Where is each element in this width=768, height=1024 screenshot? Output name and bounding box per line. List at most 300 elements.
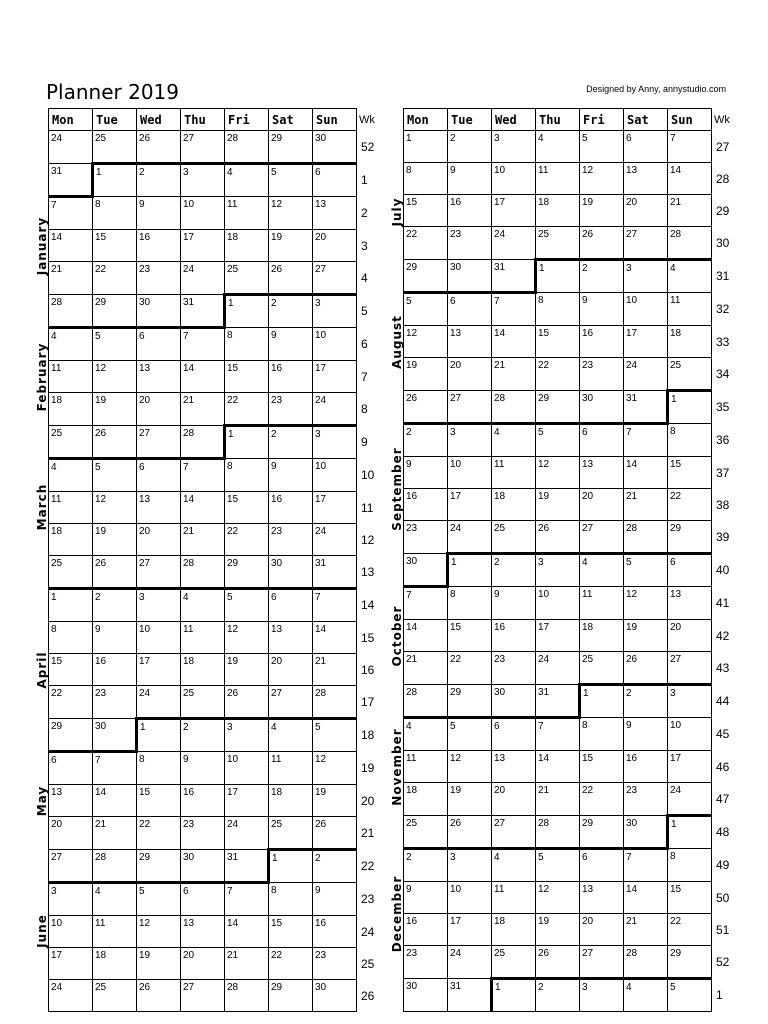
day-cell[interactable]: 19 bbox=[269, 230, 313, 262]
day-cell[interactable]: 16 bbox=[269, 492, 313, 524]
day-cell[interactable]: 15 bbox=[225, 361, 269, 393]
day-cell[interactable]: 19 bbox=[313, 785, 357, 817]
day-cell[interactable]: 13 bbox=[580, 882, 624, 914]
day-cell[interactable]: 16 bbox=[580, 326, 624, 358]
day-cell[interactable]: 31 bbox=[492, 260, 536, 293]
day-cell[interactable]: 12 bbox=[404, 326, 448, 358]
day-cell[interactable]: 21 bbox=[225, 948, 269, 980]
day-cell[interactable]: 11 bbox=[269, 752, 313, 785]
day-cell[interactable]: 12 bbox=[448, 751, 492, 783]
day-cell[interactable]: 2 bbox=[448, 131, 492, 163]
day-cell[interactable]: 2 bbox=[536, 979, 580, 1012]
day-cell[interactable]: 16 bbox=[93, 654, 137, 686]
day-cell[interactable]: 17 bbox=[181, 230, 225, 262]
day-cell[interactable]: 20 bbox=[580, 489, 624, 521]
day-cell[interactable]: 4 bbox=[668, 260, 712, 293]
day-cell[interactable]: 12 bbox=[93, 361, 137, 393]
day-cell[interactable]: 31 bbox=[313, 556, 357, 589]
day-cell[interactable]: 26 bbox=[404, 391, 448, 424]
day-cell[interactable]: 13 bbox=[624, 163, 668, 195]
day-cell[interactable]: 20 bbox=[580, 914, 624, 946]
day-cell[interactable]: 8 bbox=[225, 328, 269, 361]
day-cell[interactable]: 23 bbox=[93, 686, 137, 719]
day-cell[interactable]: 2 bbox=[404, 849, 448, 882]
day-cell[interactable]: 24 bbox=[313, 393, 357, 426]
day-cell[interactable]: 21 bbox=[313, 654, 357, 686]
day-cell[interactable]: 5 bbox=[668, 979, 712, 1012]
day-cell[interactable]: 6 bbox=[49, 752, 93, 785]
day-cell[interactable]: 21 bbox=[93, 817, 137, 850]
day-cell[interactable]: 30 bbox=[580, 391, 624, 424]
day-cell[interactable]: 22 bbox=[225, 393, 269, 426]
day-cell[interactable]: 9 bbox=[93, 622, 137, 654]
day-cell[interactable]: 25 bbox=[492, 521, 536, 554]
day-cell[interactable]: 30 bbox=[624, 816, 668, 849]
day-cell[interactable]: 24 bbox=[49, 980, 93, 1012]
day-cell[interactable]: 7 bbox=[624, 424, 668, 457]
day-cell[interactable]: 23 bbox=[624, 783, 668, 816]
day-cell[interactable]: 11 bbox=[181, 622, 225, 654]
day-cell[interactable]: 17 bbox=[49, 948, 93, 980]
day-cell[interactable]: 1 bbox=[668, 816, 712, 849]
day-cell[interactable]: 14 bbox=[624, 457, 668, 489]
day-cell[interactable]: 21 bbox=[404, 652, 448, 685]
day-cell[interactable]: 29 bbox=[668, 521, 712, 554]
day-cell[interactable]: 23 bbox=[313, 948, 357, 980]
day-cell[interactable]: 4 bbox=[181, 589, 225, 622]
day-cell[interactable]: 8 bbox=[404, 163, 448, 195]
day-cell[interactable]: 5 bbox=[448, 718, 492, 751]
day-cell[interactable]: 29 bbox=[404, 260, 448, 293]
day-cell[interactable]: 11 bbox=[492, 882, 536, 914]
day-cell[interactable]: 27 bbox=[624, 227, 668, 260]
day-cell[interactable]: 14 bbox=[93, 785, 137, 817]
day-cell[interactable]: 23 bbox=[580, 358, 624, 391]
day-cell[interactable]: 28 bbox=[313, 686, 357, 719]
day-cell[interactable]: 27 bbox=[137, 426, 181, 459]
day-cell[interactable]: 8 bbox=[668, 424, 712, 457]
day-cell[interactable]: 9 bbox=[181, 752, 225, 785]
day-cell[interactable]: 16 bbox=[313, 916, 357, 948]
day-cell[interactable]: 6 bbox=[181, 883, 225, 916]
day-cell[interactable]: 10 bbox=[137, 622, 181, 654]
day-cell[interactable]: 1 bbox=[93, 164, 137, 197]
day-cell[interactable]: 25 bbox=[269, 817, 313, 850]
day-cell[interactable]: 4 bbox=[404, 718, 448, 751]
day-cell[interactable]: 28 bbox=[181, 556, 225, 589]
day-cell[interactable]: 27 bbox=[313, 262, 357, 295]
day-cell[interactable]: 6 bbox=[137, 328, 181, 361]
day-cell[interactable]: 10 bbox=[536, 587, 580, 620]
day-cell[interactable]: 19 bbox=[137, 948, 181, 980]
day-cell[interactable]: 19 bbox=[536, 489, 580, 521]
day-cell[interactable]: 15 bbox=[269, 916, 313, 948]
day-cell[interactable]: 13 bbox=[313, 197, 357, 230]
day-cell[interactable]: 25 bbox=[580, 652, 624, 685]
day-cell[interactable]: 6 bbox=[668, 554, 712, 587]
day-cell[interactable]: 3 bbox=[225, 719, 269, 752]
day-cell[interactable]: 8 bbox=[225, 459, 269, 492]
day-cell[interactable]: 26 bbox=[137, 131, 181, 164]
day-cell[interactable]: 27 bbox=[269, 686, 313, 719]
day-cell[interactable]: 24 bbox=[137, 686, 181, 719]
day-cell[interactable]: 29 bbox=[536, 391, 580, 424]
day-cell[interactable]: 2 bbox=[313, 850, 357, 883]
day-cell[interactable]: 8 bbox=[668, 849, 712, 882]
day-cell[interactable]: 2 bbox=[404, 424, 448, 457]
day-cell[interactable]: 26 bbox=[313, 817, 357, 850]
day-cell[interactable]: 3 bbox=[448, 424, 492, 457]
day-cell[interactable]: 9 bbox=[448, 163, 492, 195]
day-cell[interactable]: 2 bbox=[93, 589, 137, 622]
day-cell[interactable]: 20 bbox=[668, 620, 712, 652]
day-cell[interactable]: 1 bbox=[225, 295, 269, 328]
day-cell[interactable]: 22 bbox=[137, 817, 181, 850]
day-cell[interactable]: 18 bbox=[404, 783, 448, 816]
day-cell[interactable]: 19 bbox=[225, 654, 269, 686]
day-cell[interactable]: 16 bbox=[269, 361, 313, 393]
day-cell[interactable]: 21 bbox=[49, 262, 93, 295]
day-cell[interactable]: 27 bbox=[492, 816, 536, 849]
day-cell[interactable]: 2 bbox=[492, 554, 536, 587]
day-cell[interactable]: 13 bbox=[137, 361, 181, 393]
day-cell[interactable]: 3 bbox=[624, 260, 668, 293]
day-cell[interactable]: 3 bbox=[580, 979, 624, 1012]
day-cell[interactable]: 7 bbox=[492, 293, 536, 326]
day-cell[interactable]: 2 bbox=[624, 685, 668, 718]
day-cell[interactable]: 18 bbox=[269, 785, 313, 817]
day-cell[interactable]: 7 bbox=[93, 752, 137, 785]
day-cell[interactable]: 15 bbox=[668, 882, 712, 914]
day-cell[interactable]: 4 bbox=[580, 554, 624, 587]
day-cell[interactable]: 29 bbox=[580, 816, 624, 849]
day-cell[interactable]: 22 bbox=[580, 783, 624, 816]
day-cell[interactable]: 12 bbox=[225, 622, 269, 654]
day-cell[interactable]: 31 bbox=[225, 850, 269, 883]
day-cell[interactable]: 6 bbox=[580, 849, 624, 882]
day-cell[interactable]: 6 bbox=[313, 164, 357, 197]
day-cell[interactable]: 21 bbox=[181, 393, 225, 426]
day-cell[interactable]: 21 bbox=[536, 783, 580, 816]
day-cell[interactable]: 26 bbox=[93, 556, 137, 589]
day-cell[interactable]: 15 bbox=[137, 785, 181, 817]
day-cell[interactable]: 7 bbox=[181, 328, 225, 361]
day-cell[interactable]: 26 bbox=[137, 980, 181, 1012]
day-cell[interactable]: 25 bbox=[93, 980, 137, 1012]
day-cell[interactable]: 1 bbox=[225, 426, 269, 459]
day-cell[interactable]: 13 bbox=[448, 326, 492, 358]
day-cell[interactable]: 19 bbox=[93, 393, 137, 426]
day-cell[interactable]: 28 bbox=[225, 131, 269, 164]
day-cell[interactable]: 3 bbox=[313, 295, 357, 328]
day-cell[interactable]: 11 bbox=[492, 457, 536, 489]
day-cell[interactable]: 20 bbox=[313, 230, 357, 262]
day-cell[interactable]: 23 bbox=[492, 652, 536, 685]
day-cell[interactable]: 9 bbox=[580, 293, 624, 326]
day-cell[interactable]: 25 bbox=[404, 816, 448, 849]
day-cell[interactable]: 25 bbox=[668, 358, 712, 391]
day-cell[interactable]: 5 bbox=[93, 459, 137, 492]
day-cell[interactable]: 27 bbox=[448, 391, 492, 424]
day-cell[interactable]: 15 bbox=[580, 751, 624, 783]
day-cell[interactable]: 4 bbox=[624, 979, 668, 1012]
day-cell[interactable]: 23 bbox=[181, 817, 225, 850]
day-cell[interactable]: 22 bbox=[49, 686, 93, 719]
day-cell[interactable]: 9 bbox=[269, 459, 313, 492]
day-cell[interactable]: 22 bbox=[93, 262, 137, 295]
day-cell[interactable]: 3 bbox=[49, 883, 93, 916]
day-cell[interactable]: 22 bbox=[668, 489, 712, 521]
day-cell[interactable]: 18 bbox=[492, 914, 536, 946]
day-cell[interactable]: 15 bbox=[404, 195, 448, 227]
day-cell[interactable]: 29 bbox=[269, 980, 313, 1012]
day-cell[interactable]: 19 bbox=[580, 195, 624, 227]
day-cell[interactable]: 7 bbox=[536, 718, 580, 751]
day-cell[interactable]: 30 bbox=[404, 554, 448, 587]
day-cell[interactable]: 23 bbox=[404, 521, 448, 554]
day-cell[interactable]: 15 bbox=[225, 492, 269, 524]
day-cell[interactable]: 28 bbox=[492, 391, 536, 424]
day-cell[interactable]: 14 bbox=[313, 622, 357, 654]
day-cell[interactable]: 13 bbox=[580, 457, 624, 489]
day-cell[interactable]: 23 bbox=[448, 227, 492, 260]
day-cell[interactable]: 12 bbox=[536, 882, 580, 914]
day-cell[interactable]: 16 bbox=[404, 489, 448, 521]
day-cell[interactable]: 11 bbox=[668, 293, 712, 326]
day-cell[interactable]: 10 bbox=[181, 197, 225, 230]
day-cell[interactable]: 17 bbox=[448, 489, 492, 521]
day-cell[interactable]: 4 bbox=[225, 164, 269, 197]
day-cell[interactable]: 31 bbox=[49, 164, 93, 197]
day-cell[interactable]: 21 bbox=[668, 195, 712, 227]
day-cell[interactable]: 8 bbox=[269, 883, 313, 916]
day-cell[interactable]: 20 bbox=[137, 524, 181, 556]
day-cell[interactable]: 26 bbox=[93, 426, 137, 459]
day-cell[interactable]: 17 bbox=[137, 654, 181, 686]
day-cell[interactable]: 25 bbox=[536, 227, 580, 260]
day-cell[interactable]: 27 bbox=[668, 652, 712, 685]
day-cell[interactable]: 6 bbox=[624, 131, 668, 163]
day-cell[interactable]: 19 bbox=[536, 914, 580, 946]
day-cell[interactable]: 14 bbox=[181, 492, 225, 524]
day-cell[interactable]: 15 bbox=[536, 326, 580, 358]
day-cell[interactable]: 7 bbox=[225, 883, 269, 916]
day-cell[interactable]: 8 bbox=[93, 197, 137, 230]
day-cell[interactable]: 28 bbox=[93, 850, 137, 883]
day-cell[interactable]: 4 bbox=[49, 459, 93, 492]
day-cell[interactable]: 29 bbox=[269, 131, 313, 164]
day-cell[interactable]: 19 bbox=[448, 783, 492, 816]
day-cell[interactable]: 5 bbox=[404, 293, 448, 326]
day-cell[interactable]: 17 bbox=[313, 492, 357, 524]
day-cell[interactable]: 29 bbox=[93, 295, 137, 328]
day-cell[interactable]: 15 bbox=[668, 457, 712, 489]
day-cell[interactable]: 14 bbox=[668, 163, 712, 195]
day-cell[interactable]: 30 bbox=[269, 556, 313, 589]
day-cell[interactable]: 23 bbox=[404, 946, 448, 979]
day-cell[interactable]: 24 bbox=[49, 131, 93, 164]
day-cell[interactable]: 28 bbox=[624, 521, 668, 554]
day-cell[interactable]: 26 bbox=[269, 262, 313, 295]
day-cell[interactable]: 10 bbox=[313, 459, 357, 492]
day-cell[interactable]: 3 bbox=[181, 164, 225, 197]
day-cell[interactable]: 4 bbox=[93, 883, 137, 916]
day-cell[interactable]: 4 bbox=[536, 131, 580, 163]
day-cell[interactable]: 16 bbox=[404, 914, 448, 946]
day-cell[interactable]: 13 bbox=[492, 751, 536, 783]
day-cell[interactable]: 17 bbox=[668, 751, 712, 783]
day-cell[interactable]: 26 bbox=[448, 816, 492, 849]
day-cell[interactable]: 14 bbox=[181, 361, 225, 393]
day-cell[interactable]: 5 bbox=[269, 164, 313, 197]
day-cell[interactable]: 29 bbox=[225, 556, 269, 589]
day-cell[interactable]: 12 bbox=[580, 163, 624, 195]
day-cell[interactable]: 6 bbox=[448, 293, 492, 326]
day-cell[interactable]: 4 bbox=[492, 849, 536, 882]
day-cell[interactable]: 20 bbox=[49, 817, 93, 850]
day-cell[interactable]: 18 bbox=[93, 948, 137, 980]
day-cell[interactable]: 3 bbox=[536, 554, 580, 587]
day-cell[interactable]: 5 bbox=[624, 554, 668, 587]
day-cell[interactable]: 25 bbox=[225, 262, 269, 295]
day-cell[interactable]: 28 bbox=[49, 295, 93, 328]
day-cell[interactable]: 12 bbox=[624, 587, 668, 620]
day-cell[interactable]: 30 bbox=[313, 131, 357, 164]
day-cell[interactable]: 31 bbox=[624, 391, 668, 424]
day-cell[interactable]: 2 bbox=[269, 295, 313, 328]
day-cell[interactable]: 29 bbox=[137, 850, 181, 883]
day-cell[interactable]: 21 bbox=[624, 489, 668, 521]
day-cell[interactable]: 20 bbox=[492, 783, 536, 816]
day-cell[interactable]: 3 bbox=[313, 426, 357, 459]
day-cell[interactable]: 1 bbox=[536, 260, 580, 293]
day-cell[interactable]: 16 bbox=[137, 230, 181, 262]
day-cell[interactable]: 21 bbox=[624, 914, 668, 946]
day-cell[interactable]: 16 bbox=[448, 195, 492, 227]
day-cell[interactable]: 19 bbox=[624, 620, 668, 652]
day-cell[interactable]: 12 bbox=[313, 752, 357, 785]
day-cell[interactable]: 5 bbox=[536, 424, 580, 457]
day-cell[interactable]: 11 bbox=[536, 163, 580, 195]
day-cell[interactable]: 16 bbox=[181, 785, 225, 817]
day-cell[interactable]: 9 bbox=[313, 883, 357, 916]
day-cell[interactable]: 14 bbox=[225, 916, 269, 948]
day-cell[interactable]: 29 bbox=[668, 946, 712, 979]
day-cell[interactable]: 13 bbox=[668, 587, 712, 620]
day-cell[interactable]: 9 bbox=[269, 328, 313, 361]
day-cell[interactable]: 9 bbox=[404, 457, 448, 489]
day-cell[interactable]: 27 bbox=[181, 980, 225, 1012]
day-cell[interactable]: 25 bbox=[93, 131, 137, 164]
day-cell[interactable]: 21 bbox=[181, 524, 225, 556]
day-cell[interactable]: 26 bbox=[225, 686, 269, 719]
day-cell[interactable]: 1 bbox=[492, 979, 536, 1012]
day-cell[interactable]: 20 bbox=[181, 948, 225, 980]
day-cell[interactable]: 5 bbox=[313, 719, 357, 752]
day-cell[interactable]: 24 bbox=[313, 524, 357, 556]
day-cell[interactable]: 25 bbox=[492, 946, 536, 979]
day-cell[interactable]: 11 bbox=[404, 751, 448, 783]
day-cell[interactable]: 17 bbox=[624, 326, 668, 358]
day-cell[interactable]: 9 bbox=[137, 197, 181, 230]
day-cell[interactable]: 31 bbox=[181, 295, 225, 328]
day-cell[interactable]: 17 bbox=[448, 914, 492, 946]
day-cell[interactable]: 30 bbox=[137, 295, 181, 328]
day-cell[interactable]: 30 bbox=[313, 980, 357, 1012]
day-cell[interactable]: 17 bbox=[225, 785, 269, 817]
day-cell[interactable]: 4 bbox=[269, 719, 313, 752]
day-cell[interactable]: 10 bbox=[624, 293, 668, 326]
day-cell[interactable]: 27 bbox=[49, 850, 93, 883]
day-cell[interactable]: 18 bbox=[580, 620, 624, 652]
day-cell[interactable]: 8 bbox=[49, 622, 93, 654]
day-cell[interactable]: 24 bbox=[624, 358, 668, 391]
day-cell[interactable]: 26 bbox=[536, 946, 580, 979]
day-cell[interactable]: 4 bbox=[492, 424, 536, 457]
day-cell[interactable]: 5 bbox=[137, 883, 181, 916]
day-cell[interactable]: 28 bbox=[225, 980, 269, 1012]
day-cell[interactable]: 25 bbox=[49, 426, 93, 459]
day-cell[interactable]: 1 bbox=[580, 685, 624, 718]
day-cell[interactable]: 8 bbox=[580, 718, 624, 751]
day-cell[interactable]: 30 bbox=[492, 685, 536, 718]
day-cell[interactable]: 22 bbox=[225, 524, 269, 556]
day-cell[interactable]: 7 bbox=[404, 587, 448, 620]
day-cell[interactable]: 15 bbox=[93, 230, 137, 262]
day-cell[interactable]: 18 bbox=[181, 654, 225, 686]
day-cell[interactable]: 10 bbox=[448, 882, 492, 914]
day-cell[interactable]: 22 bbox=[668, 914, 712, 946]
day-cell[interactable]: 7 bbox=[313, 589, 357, 622]
day-cell[interactable]: 18 bbox=[49, 524, 93, 556]
day-cell[interactable]: 4 bbox=[49, 328, 93, 361]
day-cell[interactable]: 17 bbox=[313, 361, 357, 393]
day-cell[interactable]: 24 bbox=[181, 262, 225, 295]
day-cell[interactable]: 30 bbox=[404, 979, 448, 1012]
day-cell[interactable]: 23 bbox=[269, 524, 313, 556]
day-cell[interactable]: 6 bbox=[492, 718, 536, 751]
day-cell[interactable]: 11 bbox=[49, 361, 93, 393]
day-cell[interactable]: 23 bbox=[269, 393, 313, 426]
day-cell[interactable]: 29 bbox=[448, 685, 492, 718]
day-cell[interactable]: 8 bbox=[448, 587, 492, 620]
day-cell[interactable]: 1 bbox=[49, 589, 93, 622]
day-cell[interactable]: 7 bbox=[49, 197, 93, 230]
day-cell[interactable]: 16 bbox=[624, 751, 668, 783]
day-cell[interactable]: 1 bbox=[404, 131, 448, 163]
day-cell[interactable]: 18 bbox=[536, 195, 580, 227]
day-cell[interactable]: 24 bbox=[668, 783, 712, 816]
day-cell[interactable]: 10 bbox=[668, 718, 712, 751]
day-cell[interactable]: 10 bbox=[313, 328, 357, 361]
day-cell[interactable]: 2 bbox=[269, 426, 313, 459]
day-cell[interactable]: 11 bbox=[225, 197, 269, 230]
day-cell[interactable]: 14 bbox=[536, 751, 580, 783]
day-cell[interactable]: 21 bbox=[492, 358, 536, 391]
day-cell[interactable]: 6 bbox=[137, 459, 181, 492]
day-cell[interactable]: 13 bbox=[137, 492, 181, 524]
day-cell[interactable]: 22 bbox=[269, 948, 313, 980]
day-cell[interactable]: 25 bbox=[49, 556, 93, 589]
day-cell[interactable]: 5 bbox=[225, 589, 269, 622]
day-cell[interactable]: 6 bbox=[269, 589, 313, 622]
day-cell[interactable]: 20 bbox=[448, 358, 492, 391]
day-cell[interactable]: 7 bbox=[668, 131, 712, 163]
day-cell[interactable]: 18 bbox=[492, 489, 536, 521]
day-cell[interactable]: 1 bbox=[668, 391, 712, 424]
day-cell[interactable]: 31 bbox=[536, 685, 580, 718]
day-cell[interactable]: 24 bbox=[448, 521, 492, 554]
